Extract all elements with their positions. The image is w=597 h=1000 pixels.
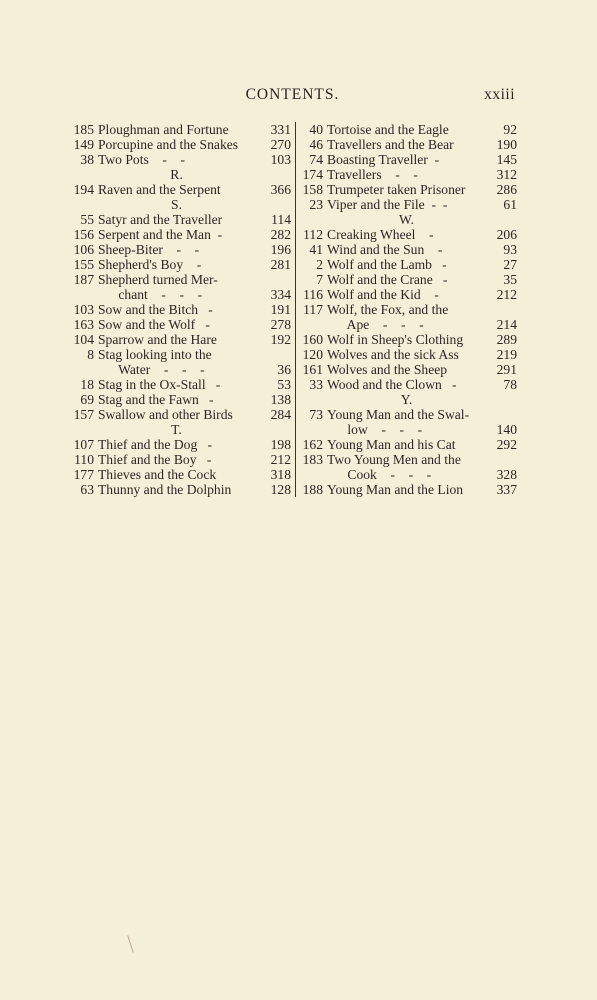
page-reference: 61 bbox=[503, 197, 517, 212]
contents-entry bbox=[62, 302, 291, 317]
contents-entry bbox=[296, 407, 517, 422]
page-reference: 278 bbox=[270, 317, 291, 332]
contents-entry bbox=[296, 122, 517, 137]
section-letter bbox=[62, 167, 291, 182]
contents-entry bbox=[62, 152, 291, 167]
section-letter bbox=[296, 392, 517, 407]
page-reference: 334 bbox=[270, 287, 291, 302]
fable-title: Sheep-Biter - - bbox=[98, 242, 200, 257]
paper-mark bbox=[127, 935, 134, 952]
contents-entry bbox=[296, 257, 517, 272]
contents-entry bbox=[62, 392, 291, 407]
page-reference: 366 bbox=[270, 182, 291, 197]
page-reference: 35 bbox=[503, 272, 517, 287]
fable-title: Sparrow and the Hare bbox=[98, 332, 217, 347]
fable-title: Viper and the File - - bbox=[327, 197, 448, 212]
fable-title: Cook - - - bbox=[327, 467, 432, 482]
fable-title: Young Man and his Cat bbox=[327, 437, 456, 452]
fable-title: Sow and the Wolf - bbox=[98, 317, 210, 332]
fable-title: Raven and the Serpent bbox=[98, 182, 221, 197]
fable-number: 7 bbox=[316, 272, 323, 287]
fable-number: 63 bbox=[80, 482, 94, 497]
section-letter-text: S. bbox=[171, 197, 182, 212]
fable-number: 73 bbox=[309, 407, 323, 422]
fable-number: 40 bbox=[309, 122, 323, 137]
contents-entry bbox=[296, 302, 517, 317]
contents-entry bbox=[62, 332, 291, 347]
fable-title: Swallow and other Birds bbox=[98, 407, 233, 422]
fable-number: 104 bbox=[73, 332, 94, 347]
fable-title: Sow and the Bitch - bbox=[98, 302, 213, 317]
contents-entry bbox=[62, 437, 291, 452]
page-reference: 103 bbox=[270, 152, 291, 167]
page-reference: 53 bbox=[277, 377, 291, 392]
page-reference: 128 bbox=[270, 482, 291, 497]
fable-number: 161 bbox=[302, 362, 323, 377]
fable-number: 38 bbox=[80, 152, 94, 167]
page-reference: 312 bbox=[496, 167, 517, 182]
fable-number: 157 bbox=[73, 407, 94, 422]
contents-entry bbox=[296, 377, 517, 392]
fable-title: Shepherd turned Mer- bbox=[98, 272, 218, 287]
fable-title: Thief and the Dog - bbox=[98, 437, 213, 452]
fable-number: 160 bbox=[302, 332, 323, 347]
contents-entry bbox=[62, 377, 291, 392]
page-header bbox=[70, 86, 515, 108]
page-reference: 36 bbox=[277, 362, 291, 377]
page-number: xxiii bbox=[484, 86, 515, 103]
fable-number: 2 bbox=[316, 257, 323, 272]
contents-entry bbox=[296, 197, 517, 212]
fable-title: Wolves and the Sheep bbox=[327, 362, 448, 377]
fable-title: Shepherd's Boy - bbox=[98, 257, 202, 272]
page-reference: 114 bbox=[271, 212, 291, 227]
page-reference: 286 bbox=[496, 182, 517, 197]
page-reference: 214 bbox=[496, 317, 517, 332]
fable-number: 188 bbox=[302, 482, 323, 497]
fable-number: 106 bbox=[73, 242, 94, 257]
fable-number: 23 bbox=[309, 197, 323, 212]
fable-title: Porcupine and the Snakes bbox=[98, 137, 239, 152]
section-letter-text: R. bbox=[170, 167, 183, 182]
section-letter bbox=[296, 212, 517, 227]
contents-entry bbox=[296, 467, 517, 482]
fable-number: 8 bbox=[87, 347, 94, 362]
contents-entry bbox=[296, 182, 517, 197]
fable-title: Stag and the Fawn - bbox=[98, 392, 214, 407]
fable-title: Wood and the Clown - bbox=[327, 377, 457, 392]
contents-entry bbox=[62, 482, 291, 497]
contents-entry bbox=[296, 242, 517, 257]
fable-title: Wolf and the Kid - bbox=[327, 287, 439, 302]
fable-title: Trumpeter taken Prisoner bbox=[327, 182, 466, 197]
fable-title: Tortoise and the Eagle bbox=[327, 122, 449, 137]
fable-title: Wolf in Sheep's Clothing bbox=[327, 332, 464, 347]
fable-title: Thief and the Boy - bbox=[98, 452, 212, 467]
fable-number: 162 bbox=[302, 437, 323, 452]
fable-number: 116 bbox=[303, 287, 323, 302]
page-reference: 337 bbox=[496, 482, 517, 497]
fable-title: Wolf and the Crane - bbox=[327, 272, 448, 287]
fable-number: 110 bbox=[74, 452, 94, 467]
fable-title: Boasting Traveller - bbox=[327, 152, 440, 167]
fable-title: Young Man and the Lion bbox=[327, 482, 464, 497]
fable-title: Thunny and the Dolphin bbox=[98, 482, 232, 497]
contents-entry bbox=[62, 467, 291, 482]
page-reference: 190 bbox=[496, 137, 517, 152]
page-reference: 196 bbox=[270, 242, 291, 257]
fable-number: 120 bbox=[302, 347, 323, 362]
fable-title: Wolf and the Lamb - bbox=[327, 257, 447, 272]
fable-title: low - - - bbox=[327, 422, 423, 437]
fable-title: Stag in the Ox-Stall - bbox=[98, 377, 221, 392]
fable-number: 187 bbox=[73, 272, 94, 287]
page-reference: 206 bbox=[496, 227, 517, 242]
fable-title: Creaking Wheel - bbox=[327, 227, 434, 242]
contents-entry bbox=[296, 227, 517, 242]
contents-entry bbox=[296, 422, 517, 437]
contents-entry bbox=[62, 347, 291, 362]
page-reference: 93 bbox=[503, 242, 517, 257]
contents-entry bbox=[62, 122, 291, 137]
fable-number: 156 bbox=[73, 227, 94, 242]
page-reference: 140 bbox=[496, 422, 517, 437]
fable-number: 177 bbox=[73, 467, 94, 482]
contents-entry bbox=[296, 437, 517, 452]
contents-entry bbox=[62, 257, 291, 272]
fable-number: 117 bbox=[303, 302, 323, 317]
contents-entry bbox=[296, 287, 517, 302]
contents-entry bbox=[296, 362, 517, 377]
contents-entry bbox=[296, 452, 517, 467]
page-reference: 145 bbox=[496, 152, 517, 167]
page-reference: 219 bbox=[496, 347, 517, 362]
contents-entry bbox=[62, 407, 291, 422]
contents-entry bbox=[296, 167, 517, 182]
contents-entry bbox=[62, 317, 291, 332]
page-reference: 289 bbox=[496, 332, 517, 347]
page-reference: 318 bbox=[270, 467, 291, 482]
fable-number: 163 bbox=[73, 317, 94, 332]
fable-title: Wolf, the Fox, and the bbox=[327, 302, 449, 317]
page-reference: 78 bbox=[503, 377, 517, 392]
fable-number: 74 bbox=[309, 152, 323, 167]
fable-number: 69 bbox=[80, 392, 94, 407]
fable-title: Ape - - - bbox=[327, 317, 424, 332]
page-reference: 27 bbox=[503, 257, 517, 272]
fable-number: 33 bbox=[309, 377, 323, 392]
contents-entry bbox=[296, 347, 517, 362]
page-reference: 92 bbox=[503, 122, 517, 137]
contents-entry bbox=[62, 287, 291, 302]
fable-number: 185 bbox=[73, 122, 94, 137]
section-letter bbox=[62, 422, 291, 437]
contents-entry bbox=[296, 137, 517, 152]
fable-number: 41 bbox=[309, 242, 323, 257]
fable-number: 18 bbox=[80, 377, 94, 392]
fable-number: 194 bbox=[73, 182, 94, 197]
contents-entry bbox=[62, 137, 291, 152]
contents-left-column bbox=[62, 122, 291, 497]
contents-entry bbox=[296, 272, 517, 287]
fable-title: Thieves and the Cock bbox=[98, 467, 217, 482]
page-reference: 328 bbox=[496, 467, 517, 482]
fable-number: 107 bbox=[73, 437, 94, 452]
page-reference: 282 bbox=[270, 227, 291, 242]
fable-number: 158 bbox=[302, 182, 323, 197]
fable-title: Travellers and the Bear bbox=[327, 137, 454, 152]
contents-entry bbox=[62, 212, 291, 227]
section-letter-text: Y. bbox=[400, 392, 413, 407]
page-reference: 331 bbox=[270, 122, 291, 137]
contents-entry bbox=[62, 227, 291, 242]
contents-entry bbox=[62, 242, 291, 257]
page-reference: 192 bbox=[270, 332, 291, 347]
contents-entry bbox=[62, 362, 291, 377]
page-reference: 138 bbox=[270, 392, 291, 407]
page-reference: 281 bbox=[270, 257, 291, 272]
fable-title: Serpent and the Man - bbox=[98, 227, 223, 242]
fable-number: 174 bbox=[302, 167, 323, 182]
section-letter-text: T. bbox=[171, 422, 182, 437]
section-letter bbox=[62, 197, 291, 212]
fable-number: 183 bbox=[302, 452, 323, 467]
page-reference: 291 bbox=[496, 362, 517, 377]
fable-title: Satyr and the Traveller bbox=[98, 212, 223, 227]
fable-number: 149 bbox=[73, 137, 94, 152]
page-reference: 198 bbox=[270, 437, 291, 452]
page-reference: 292 bbox=[496, 437, 517, 452]
page-title: CONTENTS. bbox=[245, 86, 340, 103]
contents-entry bbox=[296, 482, 517, 497]
page-reference: 191 bbox=[270, 302, 291, 317]
fable-title: Wolves and the sick Ass bbox=[327, 347, 459, 362]
contents-entry bbox=[62, 272, 291, 287]
contents-entry bbox=[296, 152, 517, 167]
fable-number: 55 bbox=[80, 212, 94, 227]
fable-title: Wind and the Sun - bbox=[327, 242, 443, 257]
contents-entry bbox=[296, 317, 517, 332]
fable-title: Water - - - bbox=[98, 362, 205, 377]
fable-number: 46 bbox=[309, 137, 323, 152]
fable-number: 112 bbox=[303, 227, 323, 242]
page-reference: 284 bbox=[270, 407, 291, 422]
contents-entry bbox=[62, 452, 291, 467]
fable-title: Travellers - - bbox=[327, 167, 418, 182]
page-reference: 212 bbox=[496, 287, 517, 302]
contents-entry bbox=[62, 182, 291, 197]
page-reference: 212 bbox=[270, 452, 291, 467]
fable-title: chant - - - bbox=[98, 287, 203, 302]
fable-title: Young Man and the Swal- bbox=[327, 407, 470, 422]
fable-title: Ploughman and Fortune bbox=[98, 122, 229, 137]
fable-title: Two Pots - - bbox=[98, 152, 186, 167]
page-reference: 270 bbox=[270, 137, 291, 152]
fable-title: Two Young Men and the bbox=[327, 452, 461, 467]
fable-number: 155 bbox=[73, 257, 94, 272]
fable-number: 103 bbox=[73, 302, 94, 317]
fable-title: Stag looking into the bbox=[98, 347, 212, 362]
contents-entry bbox=[296, 332, 517, 347]
section-letter-text: W. bbox=[399, 212, 414, 227]
contents-right-column bbox=[295, 122, 517, 497]
